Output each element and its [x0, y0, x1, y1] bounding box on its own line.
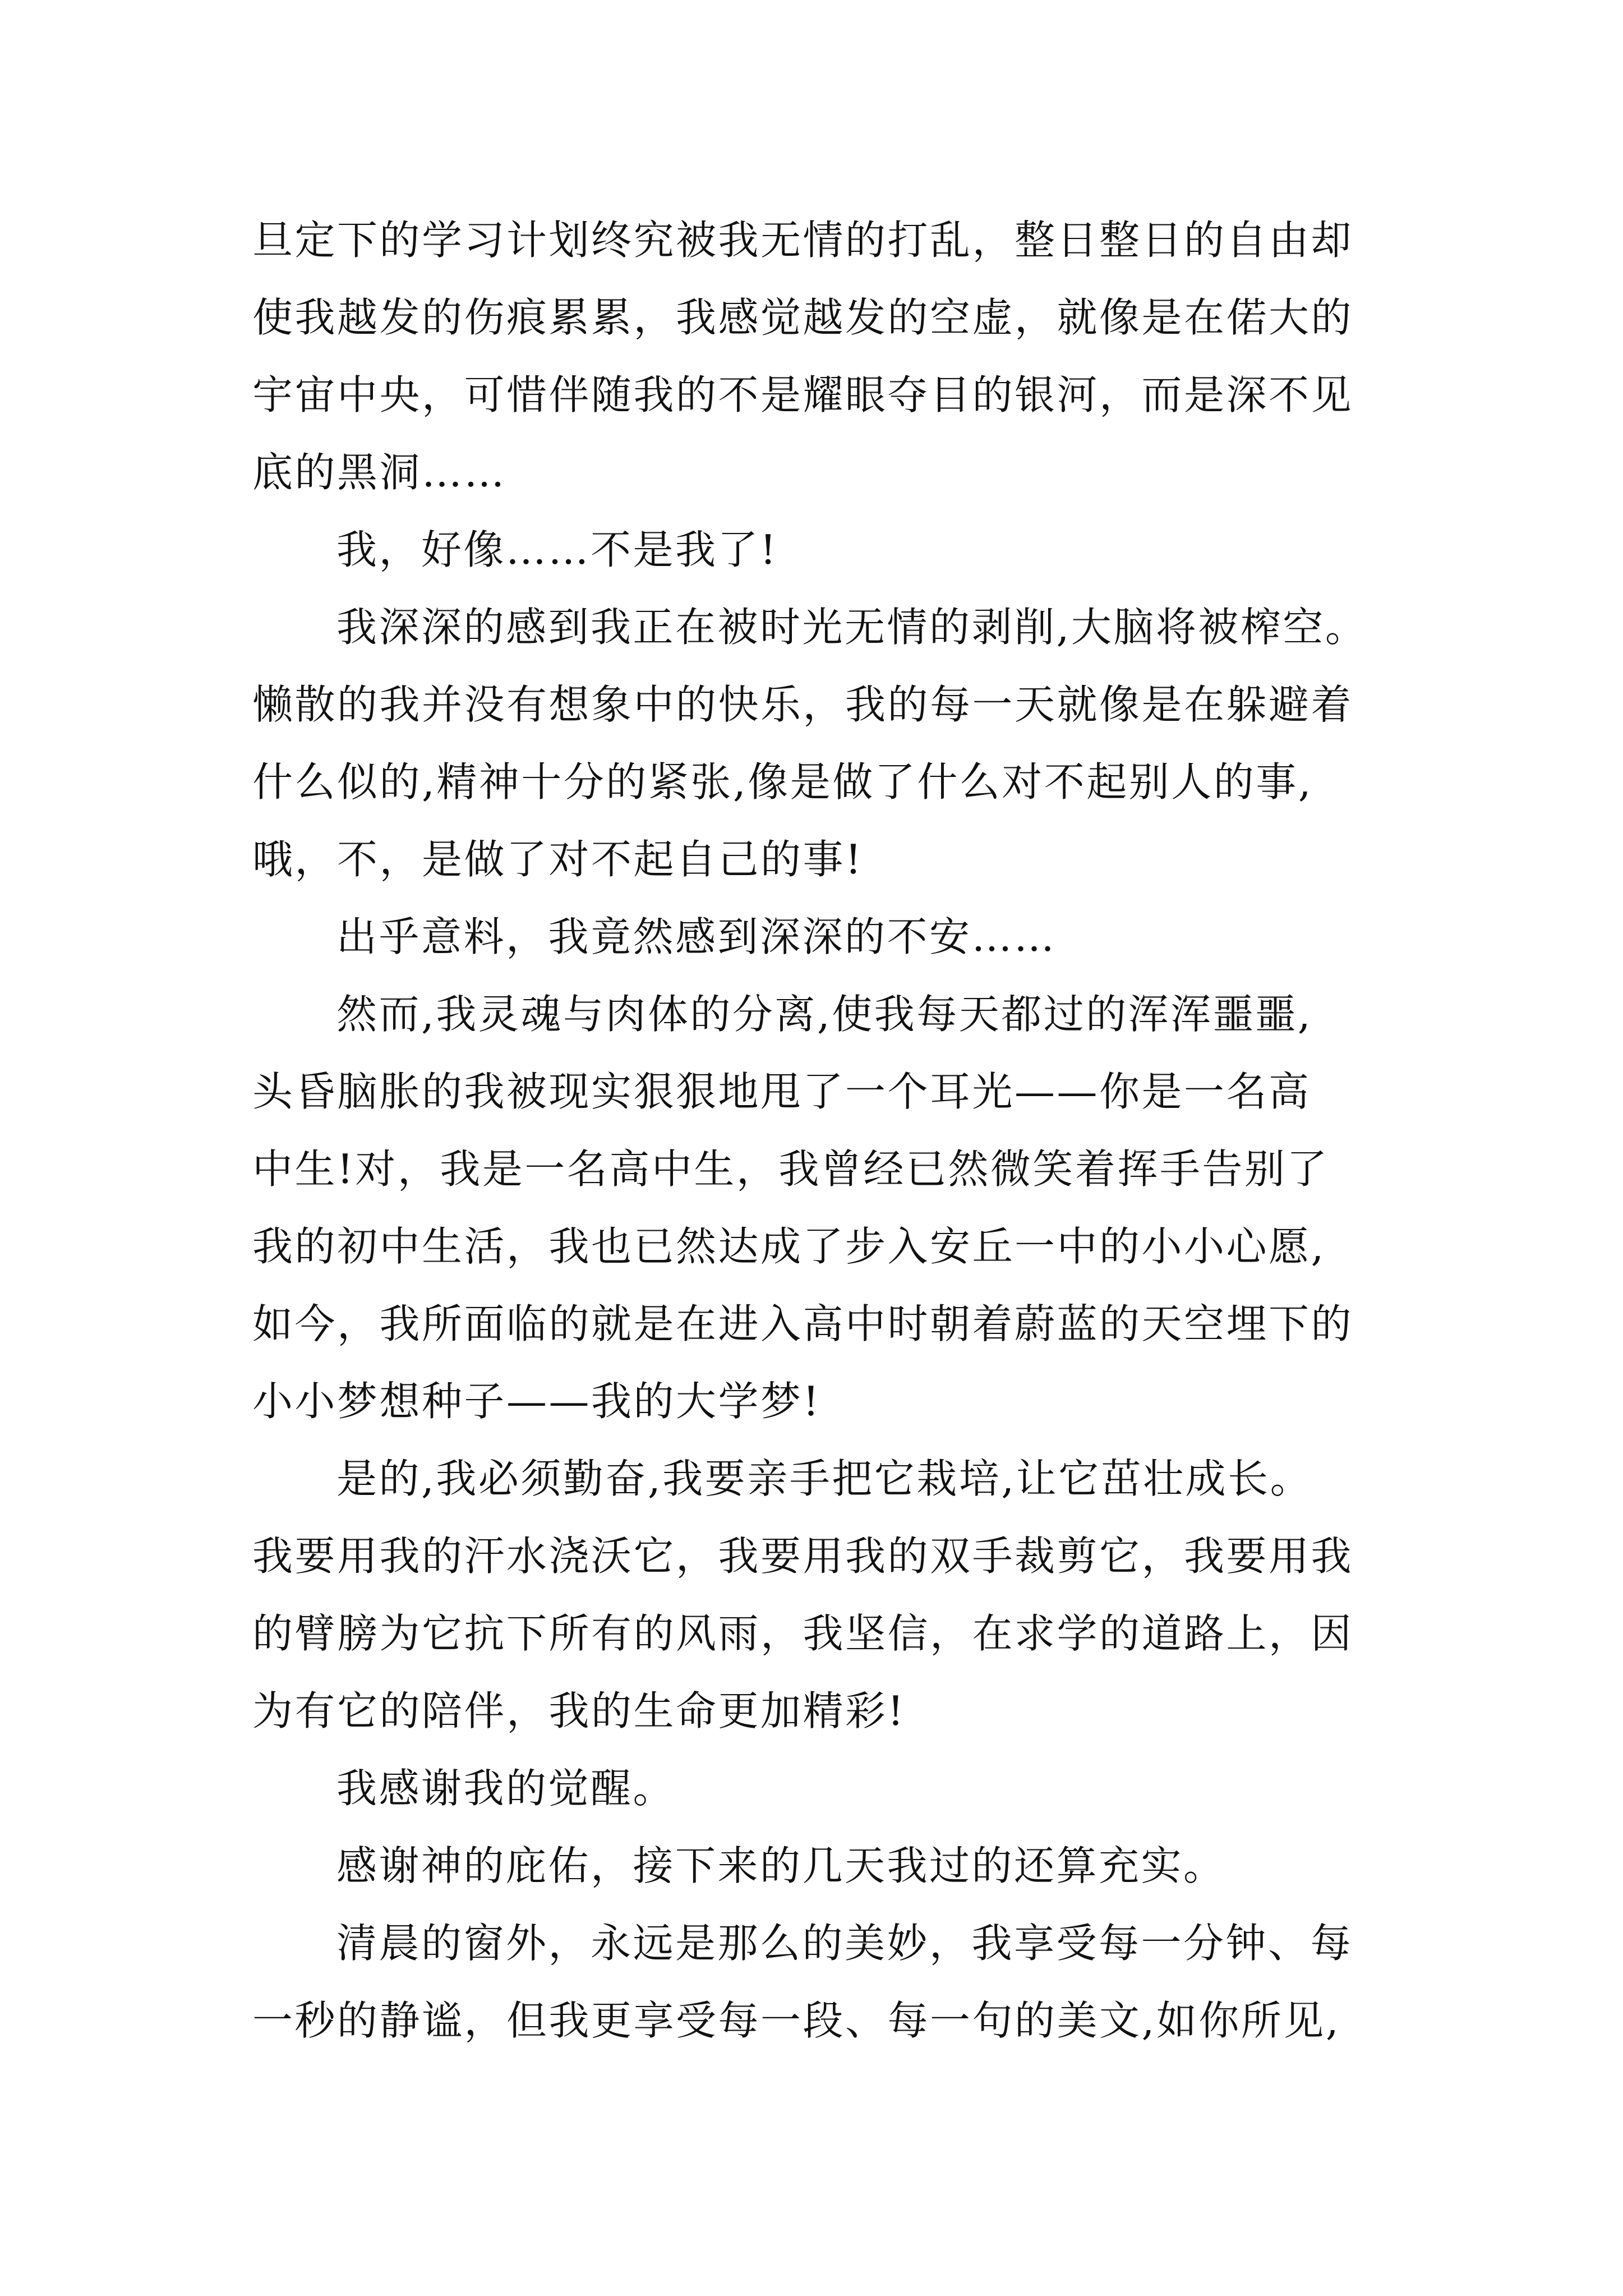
text-line-14: 我的初中生活，我也已然达成了步入安丘一中的小小心愿, [252, 1223, 1326, 1270]
text-line-4: 底的黑洞…… [252, 449, 507, 496]
text-line-10: 出乎意料，我竟然感到深深的不安…… [336, 913, 1057, 960]
text-line-6: 我深深的感到我正在被时光无情的剥削,大脑将被榨空。 [336, 604, 1368, 651]
text-line-7: 懒散的我并没有想象中的快乐，我的每一天就像是在躲避着 [252, 681, 1354, 728]
text-line-1: 旦定下的学习计划终究被我无情的打乱，整日整日的自由却 [252, 217, 1354, 264]
text-line-16: 小小梦想种子——我的大学梦! [252, 1378, 821, 1425]
text-line-13: 中生!对，我是一名高中生，我曾经已然微笑着挥手告别了 [252, 1145, 1329, 1193]
text-line-22: 感谢神的庇佑，接下来的几天我过的还算充实。 [336, 1842, 1226, 1889]
text-line-5: 我，好像……不是我了! [336, 526, 778, 573]
text-line-12: 头昏脑胀的我被现实狠狠地甩了一个耳光——你是一名高 [252, 1068, 1311, 1115]
text-line-11: 然而,我灵魂与肉体的分离,使我每天都过的浑浑噩噩, [336, 991, 1313, 1038]
text-line-23: 清晨的窗外，永远是那么的美妙，我享受每一分钟、每 [336, 1920, 1353, 1967]
text-line-15: 如今，我所面临的就是在进入高中时朝着蔚蓝的天空埋下的 [252, 1300, 1354, 1347]
text-line-24: 一秒的静谧，但我更享受每一段、每一句的美文,如你所见, [252, 1997, 1341, 2044]
text-line-19: 的臂膀为它抗下所有的风雨，我坚信，在求学的道路上，因 [252, 1610, 1354, 1657]
text-line-9: 哦，不，是做了对不起自己的事! [252, 836, 864, 883]
text-line-3: 宇宙中央，可惜伴随我的不是耀眼夺目的银河，而是深不见 [252, 371, 1354, 418]
text-line-21: 我感谢我的觉醒。 [336, 1765, 676, 1812]
text-line-20: 为有它的陪伴，我的生命更加精彩! [252, 1687, 906, 1734]
text-line-8: 什么似的,精神十分的紧张,像是做了什么对不起别人的事, [252, 758, 1313, 806]
text-line-18: 我要用我的汗水浇沃它，我要用我的双手裁剪它，我要用我 [252, 1533, 1354, 1580]
text-line-2: 使我越发的伤痕累累，我感觉越发的空虚，就像是在偌大的 [252, 294, 1354, 341]
text-line-17: 是的,我必须勤奋,我要亲手把它栽培,让它茁壮成长。 [336, 1455, 1313, 1502]
